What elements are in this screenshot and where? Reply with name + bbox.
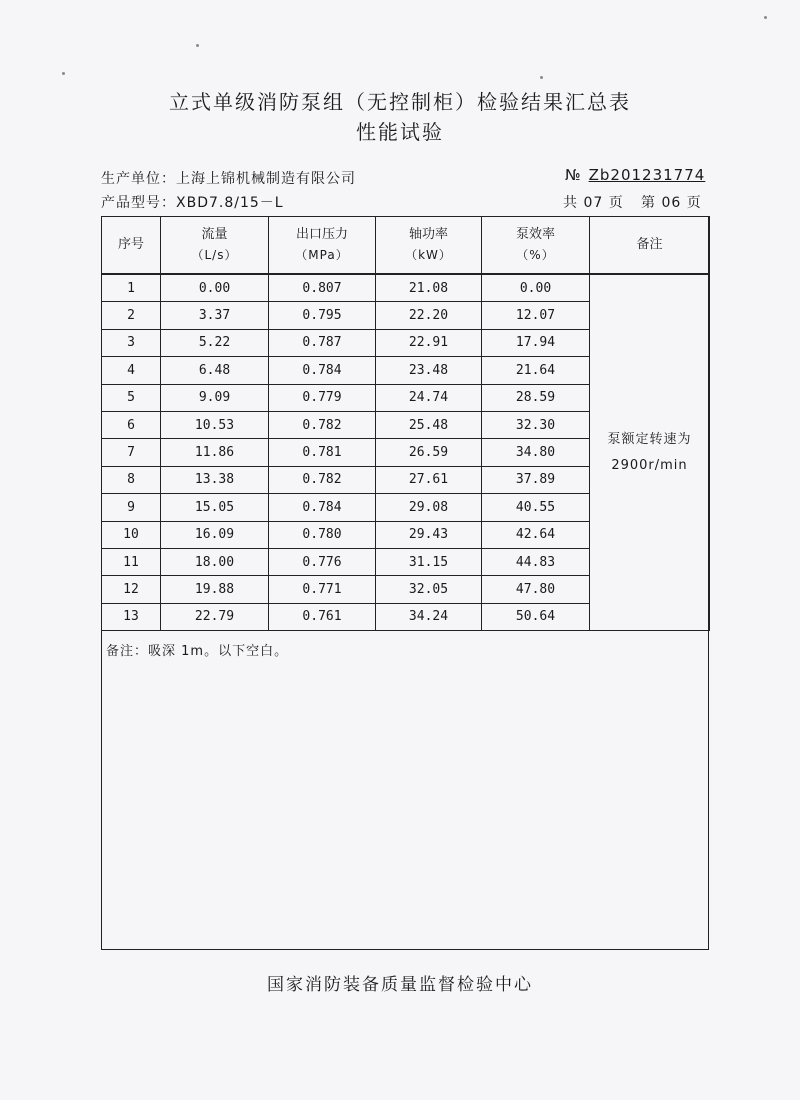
cell-power: 27.61 [376, 466, 482, 493]
cell-power: 24.74 [376, 384, 482, 411]
cell-power: 29.08 [376, 494, 482, 521]
cell-pressure: 0.784 [269, 494, 376, 521]
cell-efficiency: 44.83 [482, 548, 590, 575]
cell-flow: 11.86 [161, 439, 269, 466]
cell-seq: 2 [102, 302, 161, 329]
manufacturer-line [101, 168, 356, 188]
cell-power: 26.59 [376, 439, 482, 466]
header-pressure [269, 217, 376, 275]
cell-flow: 13.38 [161, 466, 269, 493]
model-line [101, 192, 284, 212]
cell-seq: 10 [102, 521, 161, 548]
cell-efficiency: 21.64 [482, 357, 590, 384]
manufacturer-label: 生产单位： [101, 171, 176, 187]
cell-power: 25.48 [376, 411, 482, 438]
cell-power: 22.20 [376, 302, 482, 329]
cell-efficiency: 32.30 [482, 411, 590, 438]
model-value: XBD7.8/15－L [176, 195, 284, 211]
cell-power: 32.05 [376, 576, 482, 603]
cell-efficiency: 50.64 [482, 603, 590, 630]
cell-power: 29.43 [376, 521, 482, 548]
performance-table [101, 216, 710, 631]
cell-seq: 4 [102, 357, 161, 384]
header-power-label: 轴功率 [408, 226, 448, 242]
cell-flow: 6.48 [161, 357, 269, 384]
cell-seq: 5 [102, 384, 161, 411]
header-pressure-unit: （MPa） [295, 247, 349, 262]
header-power [376, 217, 482, 275]
cell-efficiency: 17.94 [482, 329, 590, 356]
cell-pressure: 0.761 [269, 603, 376, 630]
cell-power: 23.48 [376, 357, 482, 384]
cell-efficiency: 42.64 [482, 521, 590, 548]
report-number-value: Zb201231774 [588, 166, 706, 184]
scan-speck [196, 44, 199, 47]
cell-pressure: 0.779 [269, 384, 376, 411]
cell-seq: 8 [102, 466, 161, 493]
model-label: 产品型号： [101, 195, 176, 211]
cell-power: 31.15 [376, 548, 482, 575]
cell-seq: 12 [102, 576, 161, 603]
cell-pressure: 0.784 [269, 357, 376, 384]
header-power-unit: （kW） [405, 247, 452, 262]
document-subtitle: 性能试验 [356, 120, 444, 144]
scan-speck [764, 16, 767, 19]
header-remark: 备注 [590, 217, 710, 275]
header-efficiency-label: 泵效率 [515, 226, 555, 242]
cell-power: 22.91 [376, 329, 482, 356]
cell-pressure: 0.781 [269, 439, 376, 466]
header-pressure-label: 出口压力 [295, 226, 348, 242]
cell-pressure: 0.780 [269, 521, 376, 548]
cell-seq: 13 [102, 603, 161, 630]
cell-pressure: 0.771 [269, 576, 376, 603]
cell-seq: 7 [102, 439, 161, 466]
cell-efficiency: 34.80 [482, 439, 590, 466]
remark-line-1: 泵额定转速为 [607, 431, 692, 447]
cell-flow: 18.00 [161, 548, 269, 575]
header-seq: 序号 [102, 217, 161, 275]
cell-pressure: 0.776 [269, 548, 376, 575]
cell-flow: 0.00 [161, 274, 269, 302]
cell-pressure: 0.807 [269, 274, 376, 302]
table-header-row [102, 217, 710, 275]
cell-pressure: 0.782 [269, 466, 376, 493]
header-flow-unit: （L/s） [191, 247, 238, 262]
cell-flow: 3.37 [161, 302, 269, 329]
cell-seq: 1 [102, 274, 161, 302]
cell-pressure: 0.782 [269, 411, 376, 438]
cell-efficiency: 47.80 [482, 576, 590, 603]
header-flow-label: 流量 [201, 226, 228, 242]
cell-power: 21.08 [376, 274, 482, 302]
cell-flow: 15.05 [161, 494, 269, 521]
header-efficiency-unit: （%） [516, 247, 555, 262]
cell-seq: 9 [102, 494, 161, 521]
manufacturer-value: 上海上锦机械制造有限公司 [176, 171, 356, 187]
cell-efficiency: 12.07 [482, 302, 590, 329]
cell-efficiency: 0.00 [482, 274, 590, 302]
cell-efficiency: 28.59 [482, 384, 590, 411]
cell-flow: 5.22 [161, 329, 269, 356]
cell-pressure: 0.795 [269, 302, 376, 329]
cell-flow: 9.09 [161, 384, 269, 411]
cell-seq: 6 [102, 411, 161, 438]
cell-flow: 19.88 [161, 576, 269, 603]
scan-speck [540, 76, 543, 79]
cell-efficiency: 37.89 [482, 466, 590, 493]
document-title: 立式单级消防泵组（无控制柜）检验结果汇总表 [169, 90, 631, 114]
cell-power: 34.24 [376, 603, 482, 630]
cell-pressure: 0.787 [269, 329, 376, 356]
issuer-footer: 国家消防装备质量监督检验中心 [267, 975, 533, 995]
cell-seq: 3 [102, 329, 161, 356]
header-efficiency [482, 217, 590, 275]
total-pages: 共 07 页 [563, 195, 624, 211]
remark-line-2: 2900r/min [611, 457, 688, 473]
cell-flow: 22.79 [161, 603, 269, 630]
cell-seq: 11 [102, 548, 161, 575]
table-row [102, 274, 710, 302]
cell-flow: 10.53 [161, 411, 269, 438]
current-page: 第 06 页 [641, 195, 702, 211]
header-flow [161, 217, 269, 275]
scan-speck [62, 72, 65, 75]
cell-flow: 16.09 [161, 521, 269, 548]
table-note: 备注：吸深 1m。以下空白。 [106, 644, 289, 659]
report-number-symbol: № [565, 166, 581, 184]
remark-cell [590, 274, 710, 631]
report-number [565, 166, 705, 184]
cell-efficiency: 40.55 [482, 494, 590, 521]
